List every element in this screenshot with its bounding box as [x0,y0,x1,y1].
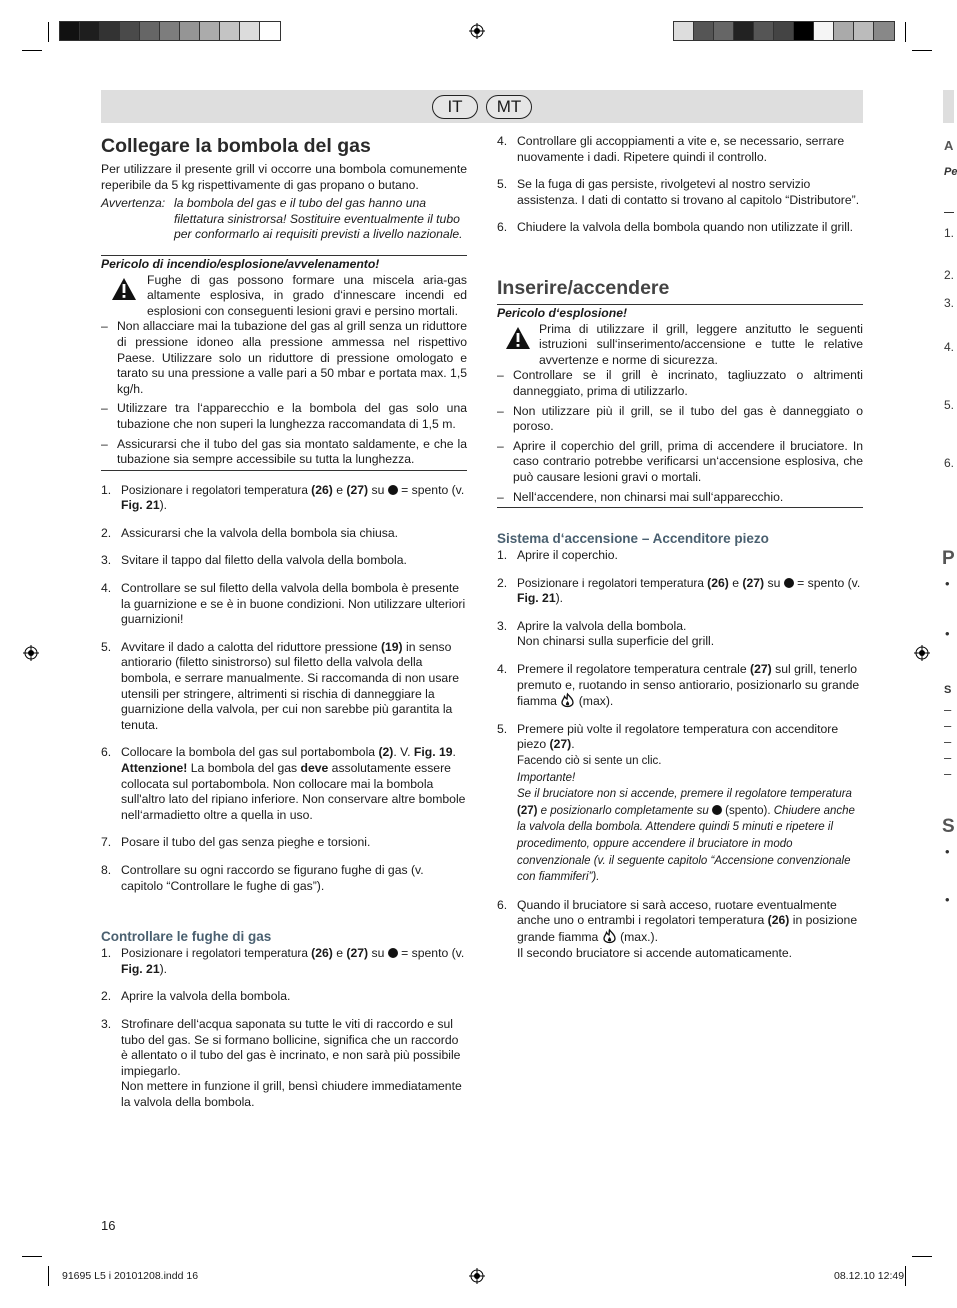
warning-note [101,196,467,243]
list-item: – Nell‘accendere, non chinarsi mai sull‘apparecchio. [497,489,784,504]
list-item: 4. Premere il regolatore temperatura centrale (27) sul grill, tenerlo premuto e, ruotando in senso antiorario, posizionarlo su grande fiamma (max). [497,662,860,709]
crop-mark [912,1256,932,1257]
list-item: 5. Avvitare il dado a calotta del riduttore pressione (19) in senso antiorario (filetto sinistrorso) sul filetto della valvola della bombola, e serrare manualmente. Si raccomanda di non usare utensili per stringere, altrimenti si rischia di danneggiare la guarnizione della valvola, per cui non sarebbe più garantita la tenuta. [101,639,460,732]
warning-text: la bombola del gas e il tubo del gas hanno una filettatura sinistrorsa! Sostituire eventualmente il tubo per conformarlo ai requisiti previsti a livello nazionale. [174,196,463,242]
footer-date: 08.12.10 12:49 [834,1270,905,1282]
lang-mt: MT [486,95,532,119]
list-item: 6. Quando il bruciatore si sarà acceso, ruotare eventualmente anche uno o entrambi i regolatori temperatura (26) in posizione grande fiamma (max.). Il secondo bruciatore si accende automaticamente. [497,897,858,960]
registration-mark-icon [914,645,930,661]
list-item: 3. Aprire la valvola della bombola. Non chinarsi sulla superficie del grill. [497,618,715,649]
next-page-header-band [943,90,954,123]
registration-mark-icon [469,1268,485,1284]
right-column [497,134,863,961]
edge-text: 6. [944,456,955,470]
continued-steps [497,134,863,236]
edge-text: S [942,816,955,837]
off-position-icon [388,948,398,958]
edge-text: 3. [944,296,955,310]
list-item: – Non utilizzare più il grill, se il tubo del gas è danneggiato o poroso. [497,403,863,434]
list-item: – Assicurarsi che il tubo del gas sia montato saldamente, e che la tubazione sia sempre accessibile su tutta la lunghezza. [101,436,467,467]
list-item: – Non allacciare mai la tubazione del gas al grill senza un riduttore di pressione idoneo alla pressione ammessa nel rispettivo Paese. Utilizzare solo un riduttore di pressione omologato e tarato su una pressione a valle pari a 50 mbar e portata max. 1,5 kg/h. [101,319,467,396]
footer-file: 91695 L5 i 20101208.indd 16 [62,1270,199,1282]
section-title: Collegare la bombola del gas [101,135,371,157]
list-item: 2. Aprire la valvola della bombola. [101,989,291,1004]
list-item: 7. Posare il tubo del gas senza pieghe e torsioni. [101,835,371,850]
subsection-title: Sistema d‘accensione – Accenditore piezo [497,531,769,547]
list-item: 4. Controllare gli accoppiamenti a vite e, se necessario, serrare nuovamente i dadi. Ripetere quindi il controllo. [497,134,845,164]
list-item: 5. Se la fuga di gas persiste, rivolgetevi al nostro servizio assistenza. I dati di contatto si trovano al capitolo “Distributore”. [497,177,860,207]
danger-title: Pericolo d‘esplosione! [497,304,863,322]
edge-text: S [944,684,952,696]
subsection-title: Controllare le fughe di gas [101,929,272,945]
edge-text: A [944,138,954,153]
edge-rule [944,212,954,213]
crop-mark [48,22,49,42]
list-item: – Utilizzare tra l‘apparecchio e la bombola del gas solo una tubazione che non superi la lunghezza raccomandata di 1,5 m. [101,401,467,431]
edge-text: Pe [944,166,957,178]
section-title: Inserire/accendere [497,276,670,299]
crop-mark [22,1256,42,1257]
list-item: 4. Controllare se sul filetto della valvola della bombola è presente la guarnizione e se è in buone condizioni. Non utilizzare ulteriori guarnizioni! [101,581,466,627]
color-bar-right [673,21,895,41]
page-number: 16 [101,1218,116,1233]
danger-text: Fughe di gas possono formare una miscela aria-gas altamente esplosiva, in grado d‘innescare incendi ed esplosioni con conseguenti lesioni gravi e persino mortali. [147,272,467,318]
crop-mark [912,50,932,51]
danger-box [497,304,863,508]
danger-title: Pericolo di incendio/esplosione/avvelenamento! [101,255,467,273]
edge-text: 4. [944,340,955,354]
edge-text: P [942,548,955,569]
crop-mark [22,50,42,51]
warning-label: Avvertenza: [101,196,166,211]
intro-text: Per utilizzare il presente grill vi occorre una bombola comunemente reperibile da 5 kg rispettivamente di gas propano o butano. [101,162,467,192]
list-item: 3. Svitare il tappo dal filetto della valvola della bombola. [101,553,407,568]
edge-dash: – [944,702,952,717]
danger-box [101,255,467,471]
list-item: 1. Aprire il coperchio. [497,548,618,563]
danger-text: Prima di utilizzare il grill, leggere anzitutto le seguenti istruzioni sull‘inserimento/accensione e tutte le relative avvertenze e norme di sicurezza. [539,321,863,367]
list-item: 6. Chiudere la valvola della bombola quando non utilizzate il grill. [497,220,854,235]
list-item: 1. Posizionare i regolatori temperatura (26) e (27) su = spento (v. Fig. 21). [101,946,465,976]
edge-bullet: • [945,576,950,591]
ignition-steps [497,548,863,961]
edge-bullet: • [945,844,950,859]
registration-mark-icon [23,645,39,661]
edge-bullet: • [945,892,950,907]
language-tabs [432,95,532,119]
edge-dash: – [944,734,952,749]
list-item: 2. Assicurarsi che la valvola della bombola sia chiusa. [101,525,399,540]
list-item: 2. Posizionare i regolatori temperatura (26) e (27) su = spento (v. Fig. 21). [497,575,861,606]
flame-icon [602,929,617,943]
flame-icon [560,693,575,707]
leak-check-steps [101,946,467,1110]
list-item: 5. Premere più volte il regolatore temperatura con accenditore piezo (27). Facendo ciò si sente un clic. Importante! Se il bruciatore non si accende, premere il regolatore temperatura (27) e posizionarlo completamente su (spento). Chiudere anche la valvola della bombola. Attendere quindi 5 minuti e ripetere il procedimento, oppure accendere il bruciatore in modo convenzionale (v. il seguente capitolo “Accensione convenzionale con fiammiferi”). [497,721,855,884]
lang-it: IT [432,95,478,119]
steps-list [101,483,467,894]
crop-mark [905,1266,906,1286]
edge-bullet: • [945,626,950,641]
edge-dash: – [944,718,952,733]
list-item: 3. Strofinare dell‘acqua saponata su tutte le viti di raccordo e sul tubo del gas. Se si formano bollicine, significa che un raccordo è allentato o il tubo del gas è incrinato, e non sarà più possibile impiegarlo. Non mettere in funzione il grill, bensì chiudere immediatamente la valvola della bombola. [101,1016,462,1109]
warning-triangle-icon [497,322,539,354]
warning-triangle-icon [101,273,147,305]
edge-text: 2. [944,268,955,282]
list-item: 6. Collocare la bombola del gas sul portabombola (2). V. Fig. 19. Attenzione! La bombola del gas deve assolutamente essere collocata sul portabombola. Non collocare mai la bombola sull'altro lato del ripiano inferiore. Non conservare altre bombole nell‘armadietto oltre a quella in uso. [101,745,466,822]
registration-mark-icon [469,23,485,39]
edge-dash: – [944,750,952,765]
edge-text: 1. [944,226,955,240]
edge-text: 5. [944,398,955,412]
list-item: – Controllare se il grill è incrinato, tagliuzzato o altrimenti danneggiato, prima di utilizzarlo. [497,368,863,398]
list-item: 8. Controllare su ogni raccordo se figurano fughe di gas (v. capitolo “Controllare le fughe di gas”). [101,862,424,893]
left-column [101,134,467,1111]
list-item: 1. Posizionare i regolatori temperatura (26) e (27) su = spento (v. Fig. 21). [101,482,465,513]
edge-dash: – [944,766,952,781]
crop-mark [48,1266,49,1286]
color-bar-left [59,21,281,41]
off-position-icon [784,578,794,588]
off-position-icon [712,805,722,815]
list-item: – Aprire il coperchio del grill, prima di accendere il bruciatore. In caso contrario potrebbe verificarsi un‘accensione esplosiva, che può causare lesioni gravi o mortali. [497,438,863,484]
crop-mark [905,22,906,42]
off-position-icon [388,485,398,495]
